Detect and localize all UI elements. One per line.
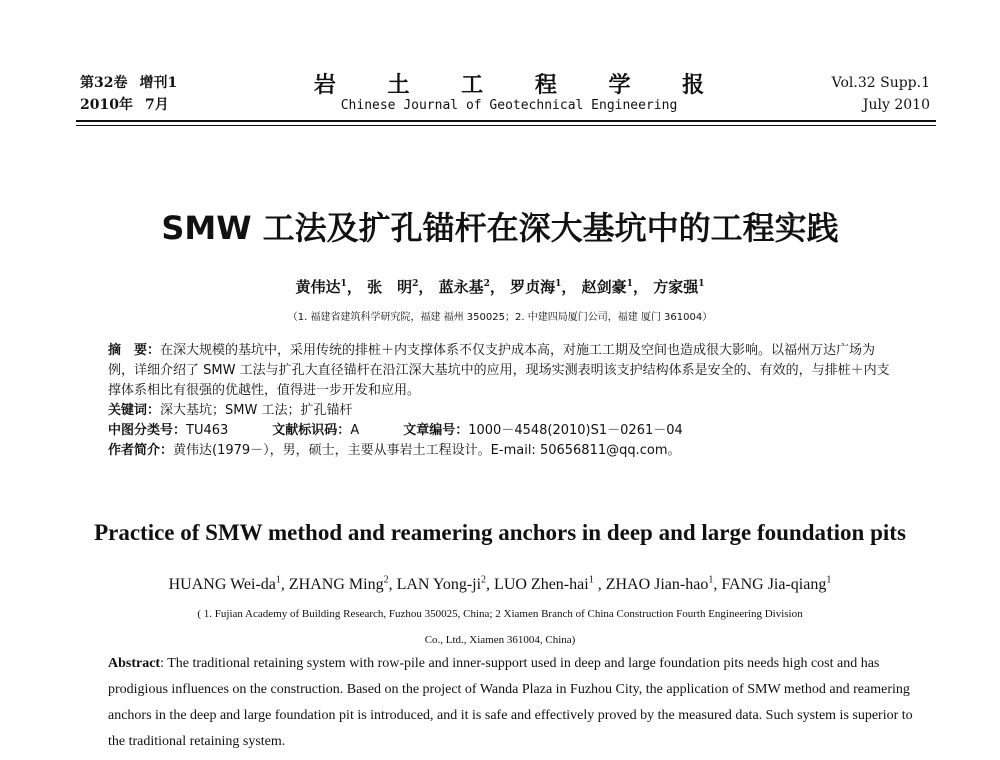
- author-cn: 赵剑豪$^1$，: [581, 278, 648, 296]
- month-cn: 7月: [144, 97, 169, 113]
- date-en: July 2010: [862, 97, 930, 113]
- authors-cn: [0, 276, 1000, 297]
- keywords-cn-text: 深大基坑；SMW 工法；扩孔锚杆: [160, 403, 353, 418]
- abstract-cn-block: [108, 341, 898, 461]
- author-en: HUANG Wei-$da^1$,: [168, 575, 289, 594]
- abstract-cn-label: 摘 要：: [108, 343, 161, 358]
- article-no: 文章编号：1000－4548(2010)S1－0261－04: [403, 423, 683, 438]
- header-center: [80, 72, 938, 114]
- affiliation-en: [0, 601, 1000, 653]
- author-en: ZHANG Ming$^2$,: [288, 575, 397, 594]
- header-rule-thick: [76, 120, 936, 122]
- author-en: ZHAO Jian-hao$^1$,: [605, 575, 722, 594]
- author-bio: [108, 441, 898, 461]
- author-en: LAN Yong-$ji^2$,: [396, 575, 495, 594]
- header-right: [832, 72, 930, 116]
- author-en: FANG Jia-qiang$^1$: [721, 575, 832, 594]
- author-cn: 蓝永基$^2$，: [438, 278, 505, 296]
- volume-cn: 第32卷: [80, 75, 128, 91]
- journal-header: [80, 66, 938, 118]
- year-cn: 2010年: [80, 97, 133, 113]
- title-en: Practice of SMW method and reamering anchors in deep and large foundation pits: [94, 520, 906, 545]
- header-rule-thin: [76, 125, 936, 126]
- classification-row: [108, 421, 898, 441]
- author-cn: 黄伟达$^1$，: [295, 278, 362, 296]
- keywords-cn-label: 关键词：: [108, 403, 161, 418]
- classification: 中图分类号：TU463: [108, 423, 229, 438]
- abstract-cn-text: 在深大规模的基坑中，采用传统的排桩＋内支撑体系不仅支护成本高，对施工工期及空间也造成很大影响。以福州万达广场为例，详细介绍了 SMW 工法与扩孔大直径锚杆在沿江深大基坑中的应用，现场实测表明该支护结构体系是安全的、有效的，与排桩＋内支撑体系相比有很强的优越性，值得进一步开发和应用。: [108, 343, 890, 398]
- author-en: LUO Zhen-hai$^1$ ,: [494, 575, 606, 594]
- author-bio-label: 作者简介：: [108, 443, 174, 458]
- doc-code: 文献标识码：A: [272, 423, 360, 438]
- author-cn: 张 明$^2$，: [367, 278, 434, 296]
- abstract-en-label: Abstract: [108, 656, 161, 671]
- title-cn: SMW 工法及扩孔锚杆在深大基坑中的工程实践: [161, 209, 839, 247]
- affiliation-en-line2: Co., Ltd., Xiamen 361004, China): [424, 634, 576, 646]
- journal-name-en: Chinese Journal of Geotechnical Engineering: [340, 98, 678, 113]
- author-bio-text: 黄伟达(1979－），男，硕士，主要从事岩土工程设计。E-mail: 50656811@qq.com。: [173, 443, 681, 458]
- supp-cn: 增刊1: [139, 75, 178, 91]
- author-cn: 罗贞海$^1$，: [510, 278, 577, 296]
- authors-en: [0, 575, 1000, 594]
- abstract-en: [108, 651, 918, 755]
- volume-en: Vol.32 Supp.1: [831, 75, 930, 91]
- keywords-cn: [108, 401, 898, 421]
- affiliation-en-line1: ( 1. Fujian Academy of Building Research, Fuzhou 350025, China; 2 Xiamen Branch of China Construction Fourth Engineering Division: [197, 608, 803, 620]
- affiliation-cn: （1. 福建省建筑科学研究院，福建 福州 350025；2. 中建四局厦门公司，福建 厦门 361004）: [287, 312, 713, 323]
- journal-name-cn: 岩 土 工 程 学 报: [313, 72, 727, 98]
- author-cn: 方家强$^1$: [653, 278, 705, 296]
- abstract-en-text: : The traditional retaining system with row-pile and inner-support used in deep and large foundation pits needs high cost and has prodigious influences on the construction. Based on the project of Wanda Plaza in Fuzhou City, the application of SMW method and reamering anchors in the deep and large foundation pit is introduced, and it is safe and effectively proved by the measured data. Such system is superior to the traditional retaining system.: [108, 656, 913, 749]
- abstract-cn: [108, 341, 898, 401]
